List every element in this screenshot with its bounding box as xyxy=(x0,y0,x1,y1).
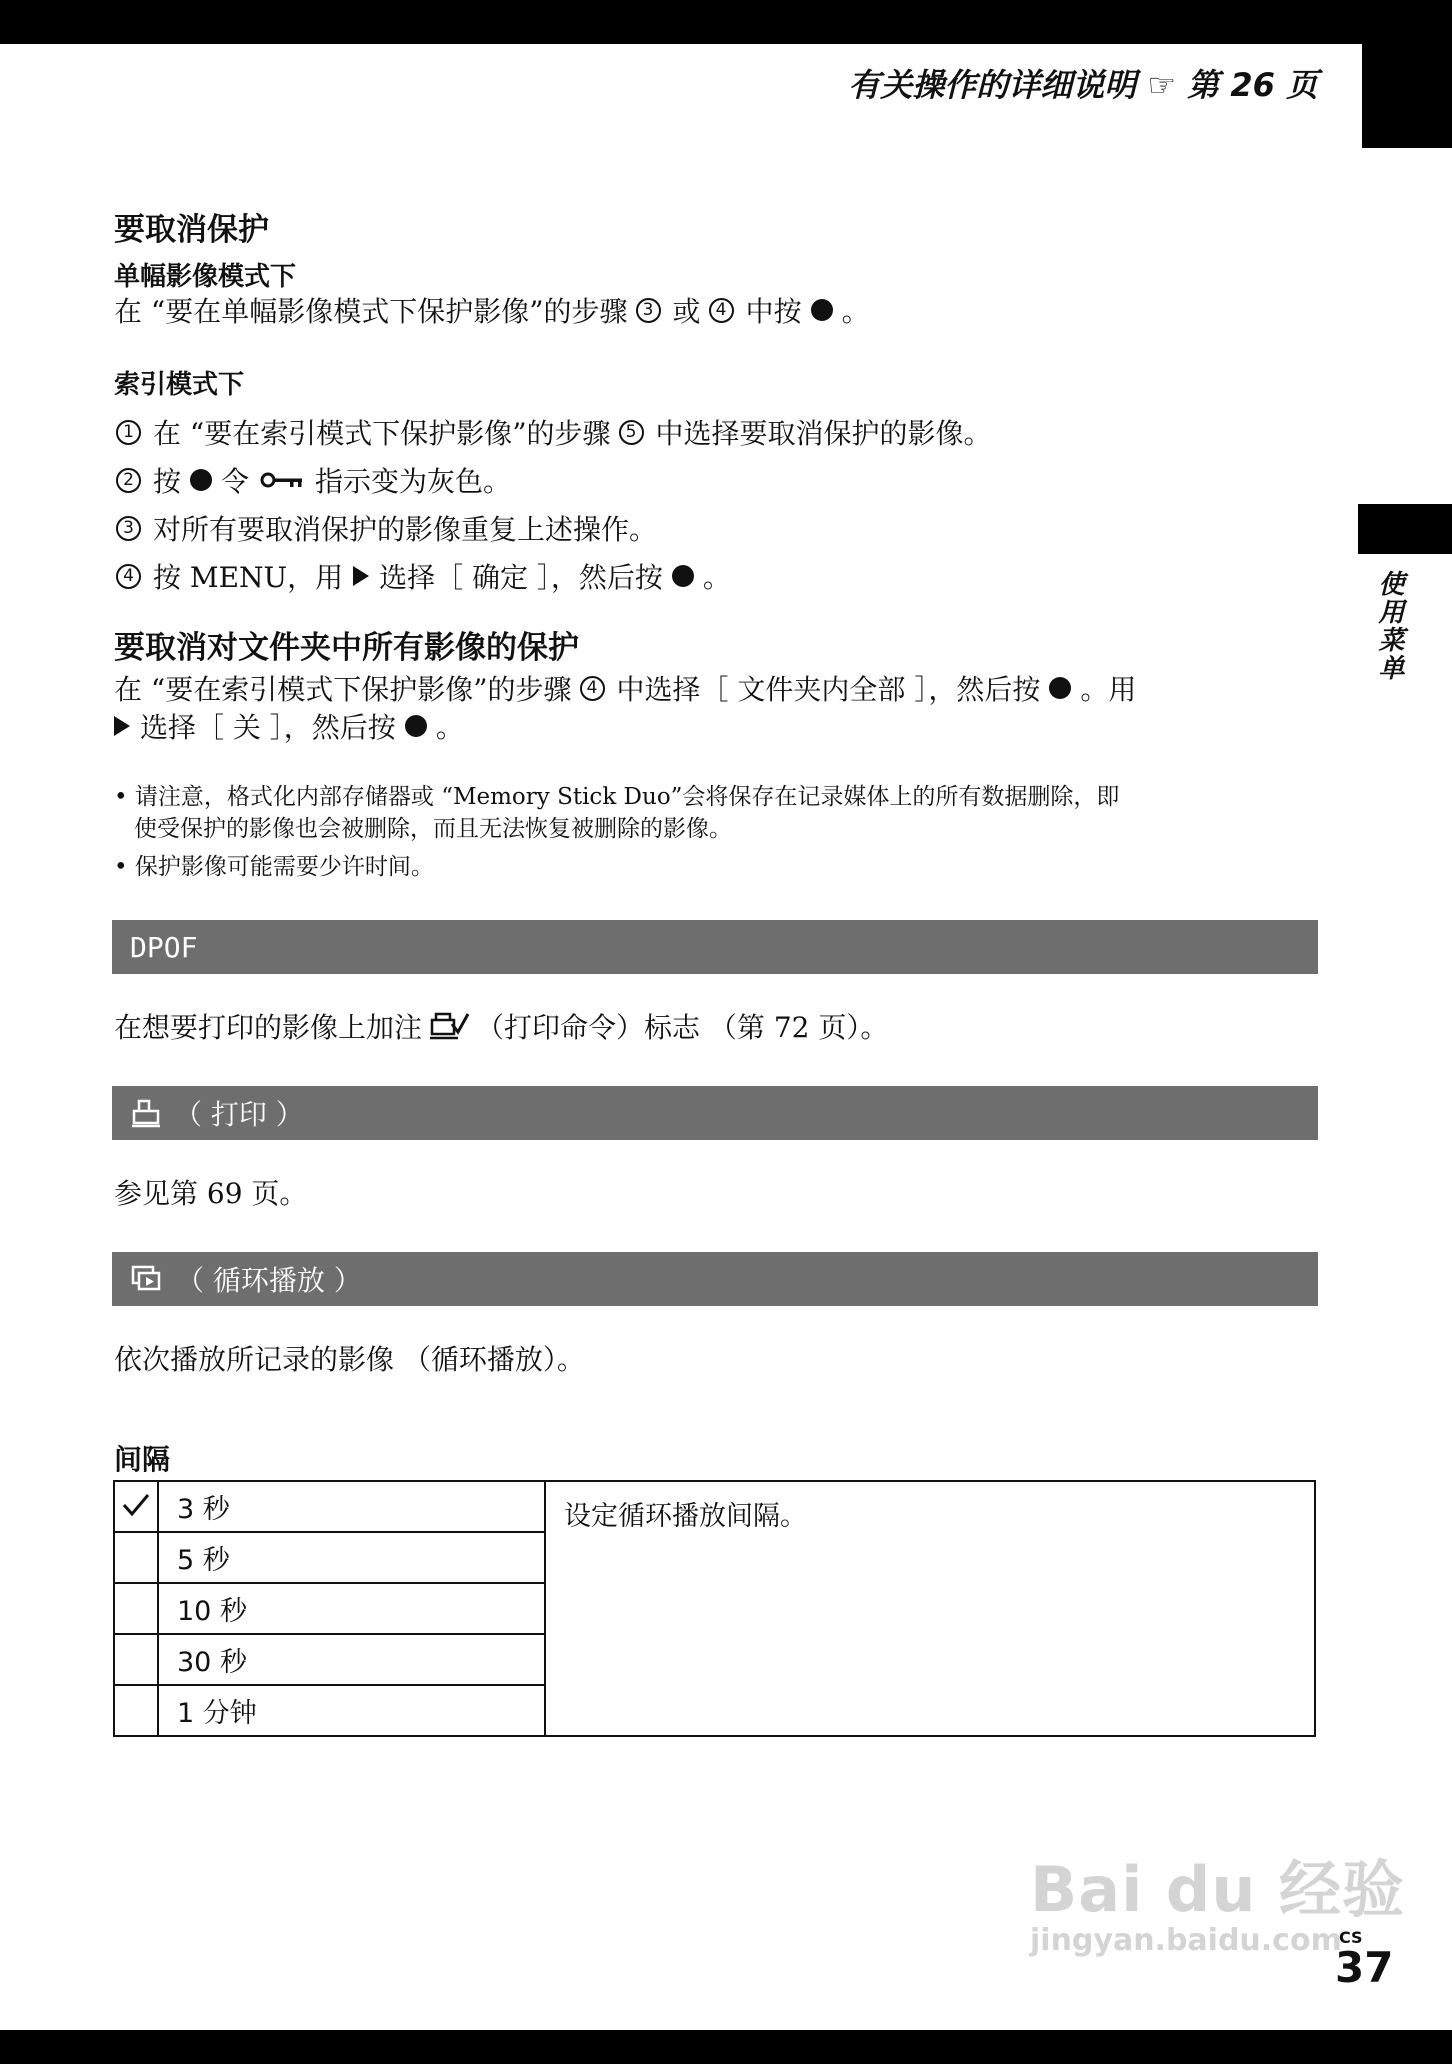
section-bar-label: （ 循环播放 ） xyxy=(176,1264,362,1297)
text: 中选择要取消保护的影像。 xyxy=(655,417,992,450)
text: 。 xyxy=(841,295,870,328)
center-button-icon xyxy=(190,469,212,491)
interval-option: 5 秒 xyxy=(158,1532,545,1583)
step-ref-number: 3 xyxy=(636,298,661,323)
text: 或 xyxy=(672,295,701,328)
interval-options-table xyxy=(113,1480,1316,1737)
page-number xyxy=(1335,1928,1394,1992)
center-button-icon xyxy=(1049,677,1071,699)
section-bar-label: （ 打印 ） xyxy=(174,1098,304,1131)
text: 选择［ 确定 ］，然后按 xyxy=(379,561,663,594)
note-text: 保护影像可能需要少许时间。 xyxy=(134,854,434,880)
index-step-2 xyxy=(114,460,511,500)
watermark-logo-text: Bai du 经验 xyxy=(1030,1853,1406,1926)
text: 按 xyxy=(153,465,182,498)
step-number: 2 xyxy=(116,468,141,493)
index-step-1 xyxy=(114,412,992,452)
subheading-single-mode: 单幅影像模式下 xyxy=(114,262,297,292)
check-cell xyxy=(114,1583,158,1634)
table-row xyxy=(114,1481,1315,1532)
note-item: • 保护影像可能需要少许时间。 xyxy=(114,854,434,880)
note-item-continued xyxy=(134,810,732,843)
section-bar-slideshow xyxy=(112,1252,1318,1306)
unprotect-all-line-1 xyxy=(114,668,1136,708)
top-black-bar xyxy=(0,0,1452,44)
text: 。 xyxy=(435,711,464,744)
right-arrow-icon xyxy=(114,716,130,736)
interval-heading: 间隔 xyxy=(114,1443,171,1476)
center-button-icon xyxy=(405,715,427,737)
text: 按 MENU，用 xyxy=(153,561,344,594)
note-text: 使受保护的影像也会被删除，而且无法恢复被删除的影像。 xyxy=(134,816,732,842)
corner-tab-block xyxy=(1362,0,1452,148)
note-item: • 请注意，格式化内部存储器或 “Memory Stick Duo”会将保存在记录媒体上的所有数据删除，即 xyxy=(114,784,1120,810)
unprotect-all-line-2 xyxy=(110,706,464,746)
bottom-black-bar xyxy=(0,2030,1452,2064)
language-code: CS xyxy=(1339,1928,1363,1947)
section-title-unprotect: 要取消保护 xyxy=(114,212,269,248)
side-tab-marker xyxy=(1358,504,1452,554)
interval-option: 3 秒 xyxy=(158,1481,545,1532)
section-bar-print xyxy=(112,1086,1318,1140)
center-button-icon xyxy=(672,565,694,587)
step-number: 3 xyxy=(116,516,141,541)
text: 在 “要在索引模式下保护影像”的步骤 xyxy=(153,417,611,450)
center-button-icon xyxy=(811,299,833,321)
default-check-cell xyxy=(114,1481,158,1532)
text: 在想要打印的影像上加注 xyxy=(114,1011,423,1044)
text: 令 xyxy=(221,465,250,498)
checkmark-icon xyxy=(121,1492,151,1518)
text: 指示变为灰色。 xyxy=(315,465,512,498)
text: 。 xyxy=(702,561,731,594)
text: 在 “要在单幅影像模式下保护影像”的步骤 xyxy=(114,295,628,328)
interval-option: 1 分钟 xyxy=(158,1685,545,1736)
text: 在 “要在索引模式下保护影像”的步骤 xyxy=(114,673,572,706)
step-ref-number: 4 xyxy=(709,298,734,323)
step-ref-number: 4 xyxy=(580,676,605,701)
print-icon xyxy=(130,1098,164,1128)
watermark-url: jingyan.baidu.com xyxy=(1030,1923,1342,1958)
section-bar-dpof xyxy=(112,920,1318,974)
interval-option: 10 秒 xyxy=(158,1583,545,1634)
right-arrow-icon xyxy=(353,566,369,586)
section-bar-label: DPOF xyxy=(130,930,198,964)
check-cell xyxy=(114,1685,158,1736)
interval-description: 设定循环播放间隔。 xyxy=(545,1481,1315,1736)
step-number: 1 xyxy=(116,420,141,445)
dpof-description xyxy=(114,1006,888,1046)
text: 中按 xyxy=(745,295,802,328)
section-title-unprotect-all: 要取消对文件夹中所有影像的保护 xyxy=(114,630,579,666)
check-cell xyxy=(114,1634,158,1685)
text: 对所有要取消保护的影像重复上述操作。 xyxy=(153,513,658,546)
text: 。用 xyxy=(1080,673,1137,706)
header-reference: 有关操作的详细说明 ☞ 第 26 页 xyxy=(848,66,1318,104)
index-step-3 xyxy=(114,508,657,548)
slideshow-description: 依次播放所记录的影像 （循环播放）。 xyxy=(114,1343,585,1376)
text: 选择［ 关 ］，然后按 xyxy=(140,711,396,744)
print-order-icon xyxy=(428,1010,470,1042)
index-step-4 xyxy=(114,556,731,596)
single-mode-instruction xyxy=(114,290,870,330)
page-number-value: 37 xyxy=(1335,1943,1394,1992)
text: 中选择［ 文件夹内全部 ］，然后按 xyxy=(616,673,1041,706)
note-text: 请注意，格式化内部存储器或 “Memory Stick Duo”会将保存在记录媒体上的所有数据删除，即 xyxy=(134,784,1120,810)
step-number: 4 xyxy=(116,564,141,589)
side-tab-label: 使用菜单 xyxy=(1374,570,1404,682)
check-cell xyxy=(114,1532,158,1583)
text: （打印命令）标志 （第 72 页）。 xyxy=(476,1011,889,1044)
protect-key-icon xyxy=(259,464,305,497)
interval-option: 30 秒 xyxy=(158,1634,545,1685)
slideshow-icon xyxy=(130,1264,166,1294)
subheading-index-mode: 索引模式下 xyxy=(114,370,245,400)
print-description: 参见第 69 页。 xyxy=(114,1177,308,1210)
step-ref-number: 5 xyxy=(619,420,644,445)
